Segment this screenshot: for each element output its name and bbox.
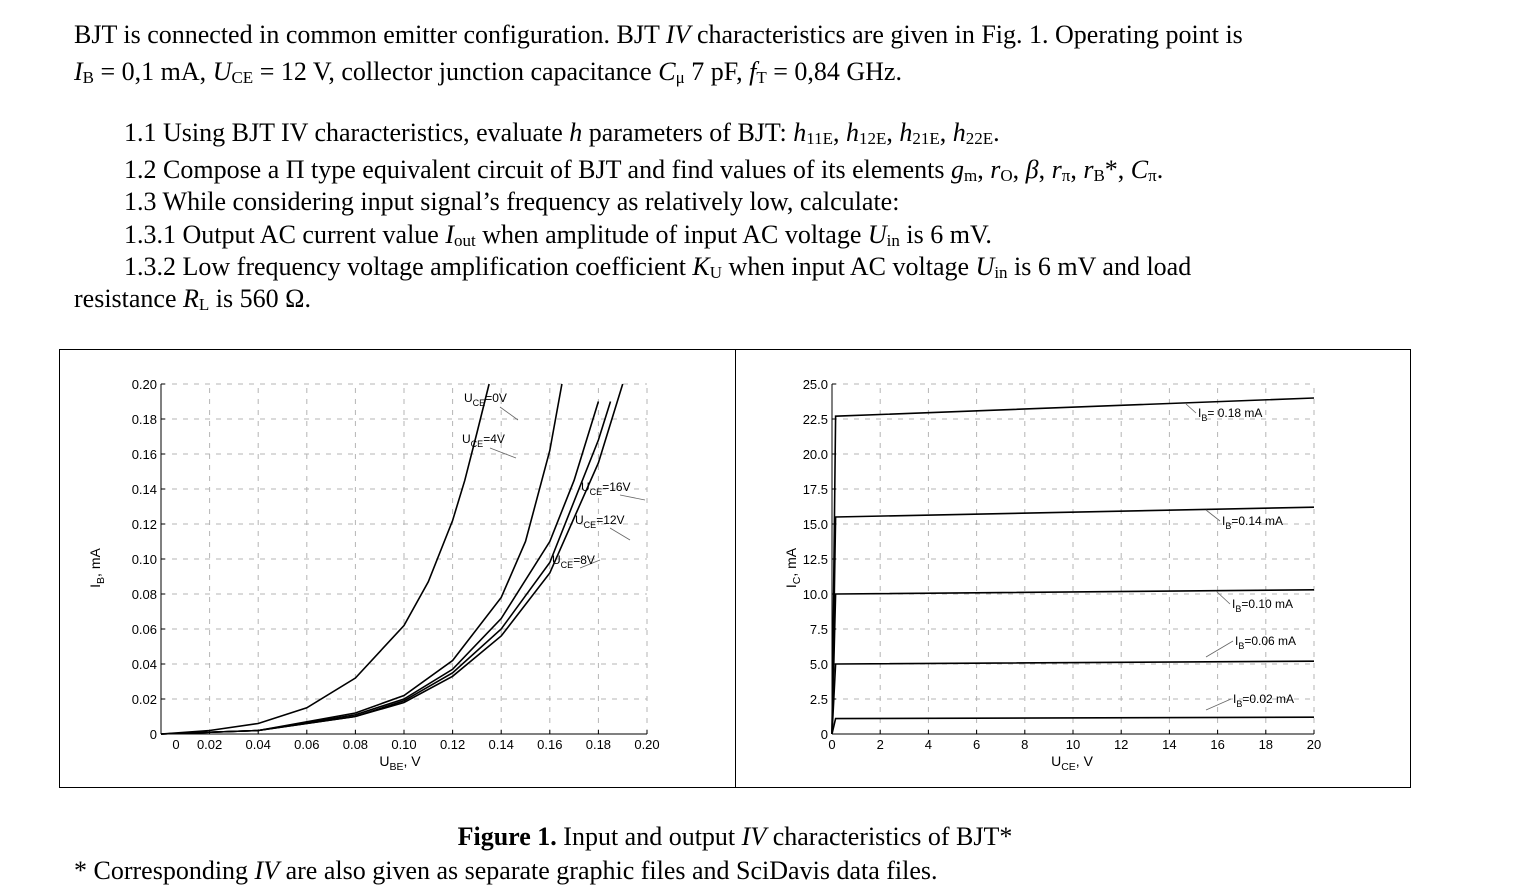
x-tick-label: 20	[1306, 737, 1322, 752]
figure-caption: Figure 1. Input and output IV characteristics of BJT*	[457, 822, 1013, 851]
series-line	[161, 402, 598, 735]
pi-element-symbol: r	[1051, 155, 1062, 184]
h-parameter-subscript: 22E	[965, 129, 994, 148]
x-tick-label: 0.06	[294, 737, 320, 752]
x-tick-label: 0.18	[585, 737, 612, 752]
x-tick-label: 0	[828, 737, 836, 752]
y-tick-label: 5.0	[809, 657, 828, 672]
pi-element-symbol: g	[951, 155, 965, 184]
output-characteristics-chart	[736, 350, 1410, 787]
series-label-leader	[610, 528, 630, 540]
series-label: $I_B= 0.18$ mA	[1198, 406, 1263, 423]
y-tick-label: 0	[149, 727, 157, 742]
x-tick-label: 2	[876, 737, 884, 752]
task-1-3-1: 1.3.1 Output AC current value $I_{out}$ when amplitude of input AC voltage $U_{in}$ is 6 mV.	[124, 220, 992, 250]
x-tick-label: 0.20	[634, 737, 660, 752]
h-parameter-symbol: h	[952, 118, 966, 147]
series-label: $U_{CE}=4V$	[462, 432, 505, 449]
task-1-2: 1.2 Compose a Π type equivalent circuit of BJT and find values of its elements $g_m$, $r_O$, β, $r_\pi$, $r_B*$, $C_\pi$.	[124, 155, 1164, 185]
y-tick-label: 20.0	[802, 447, 828, 462]
y-tick-label: 25.0	[802, 377, 828, 392]
x-tick-label: 0.02	[196, 737, 223, 752]
y-tick-label: 2.5	[809, 692, 828, 707]
x-tick-label: 0.04	[245, 737, 271, 752]
y-tick-label: 10.0	[802, 587, 828, 602]
x-axis-label: $U_{CE}$, V	[1051, 753, 1093, 773]
x-axis-label: $U_{BE}$, V	[379, 753, 421, 773]
task-1-3-2: 1.3.2 Low frequency voltage amplification coefficient $K_U$ when input AC voltage $U_{in}$ is 6 mV and load	[124, 252, 1192, 282]
pi-element-subscript: m	[964, 166, 978, 185]
x-tick-label: 4	[924, 737, 933, 752]
pi-element-subscript: π	[1061, 166, 1071, 185]
y-tick-label: 22.5	[802, 412, 828, 427]
x-tick-label: 6	[972, 737, 981, 752]
x-tick-label: 0.16	[537, 737, 563, 752]
series-label-leader	[1206, 641, 1233, 657]
task-1-1: 1.1 Using BJT IV characteristics, evaluate h parameters of BJT: $h_{11E}$, $h_{12E}$, $h_{21E}$, $h_{22E}$.	[124, 118, 1000, 148]
series-label: $I_B=0.06$ mA	[1235, 634, 1297, 651]
x-tick-label: 0	[172, 737, 180, 752]
pi-element-subscript: B	[1093, 166, 1105, 185]
intro-line-1: BJT is connected in common emitter configuration. BJT IV characteristics are given in Fig. 1. Operating point is	[74, 20, 1243, 49]
h-parameter-subscript: 12E	[859, 129, 887, 148]
y-axis-label: $I_C$, mA	[783, 547, 803, 589]
pi-element-symbol: r	[1083, 155, 1094, 184]
y-tick-label: 0.02	[131, 692, 157, 707]
series-label-leader	[490, 448, 516, 458]
x-tick-label: 0.08	[342, 737, 369, 752]
y-tick-label: 0.12	[131, 517, 157, 532]
y-tick-label: 0.10	[131, 552, 157, 567]
x-tick-label: 0.10	[391, 737, 417, 752]
y-tick-label: 0.08	[131, 587, 157, 602]
y-axis-label: $I_B$, mA	[87, 548, 107, 588]
x-tick-label: 16	[1210, 737, 1225, 752]
y-tick-label: 0	[820, 727, 828, 742]
x-tick-label: 0.14	[488, 737, 514, 752]
series-label-leader	[500, 407, 518, 420]
figure-footnote: * Corresponding IV are also given as separate graphic files and SciDavis data files.	[74, 856, 938, 885]
series-label: $U_{CE}=8V$	[552, 553, 595, 570]
y-tick-label: 12.5	[802, 552, 828, 567]
series-label-leader	[1186, 404, 1196, 413]
pi-element-symbol: r	[990, 155, 1001, 184]
x-tick-label: 8	[1021, 737, 1029, 752]
x-tick-label: 0.12	[439, 737, 466, 752]
pi-element-subscript: π	[1148, 166, 1157, 185]
pi-element-symbol: β	[1025, 155, 1039, 184]
h-parameter-symbol: h	[793, 118, 807, 147]
h-parameter-subscript: 21E	[912, 129, 940, 148]
task-1-3-2-continued: resistance $R_L$ is 560 Ω.	[74, 284, 311, 314]
y-tick-label: 0.18	[131, 412, 157, 427]
series-label: $I_B=0.10$ mA	[1232, 597, 1294, 614]
y-tick-label: 0.16	[131, 447, 157, 462]
series-label: $I_B=0.14$ mA	[1222, 514, 1284, 531]
h-parameter-subscript: 11E	[806, 129, 833, 148]
series-label: $U_{CE}=0V$	[464, 391, 507, 408]
input-characteristics-chart	[60, 350, 735, 787]
x-tick-label: 12	[1113, 737, 1129, 752]
series-label-leader	[620, 495, 645, 500]
series-label: $U_{CE}=16V$	[581, 480, 631, 497]
h-parameter-symbol: h	[846, 118, 859, 147]
y-tick-label: 15.0	[802, 517, 828, 532]
y-tick-label: 0.04	[131, 657, 157, 672]
x-tick-label: 14	[1162, 737, 1177, 752]
y-tick-label: 17.5	[802, 482, 828, 497]
pi-element-subscript: O	[1000, 166, 1013, 185]
series-line	[161, 402, 611, 735]
y-tick-label: 0.06	[131, 622, 157, 637]
h-parameter-symbol: h	[899, 118, 913, 147]
x-tick-label: 10	[1065, 737, 1081, 752]
intro-line-2: $I_B = 0,1$ mA, $U_{CE} = 12$ V, collector junction capacitance $C_\mu$ 7 pF, $f_T = 0,84$ GHz.	[74, 57, 902, 87]
y-tick-label: 0.20	[131, 377, 157, 392]
series-label-leader	[1206, 699, 1231, 710]
y-tick-label: 0.14	[131, 482, 157, 497]
series-label: $U_{CE}=12V$	[575, 513, 625, 530]
y-tick-label: 7.5	[809, 622, 828, 637]
x-tick-label: 18	[1258, 737, 1274, 752]
series-label: $I_B=0.02$ mA	[1233, 692, 1295, 709]
pi-element-symbol: C	[1130, 155, 1149, 184]
task-1-3: 1.3 While considering input signal’s frequency as relatively low, calculate:	[124, 187, 900, 216]
